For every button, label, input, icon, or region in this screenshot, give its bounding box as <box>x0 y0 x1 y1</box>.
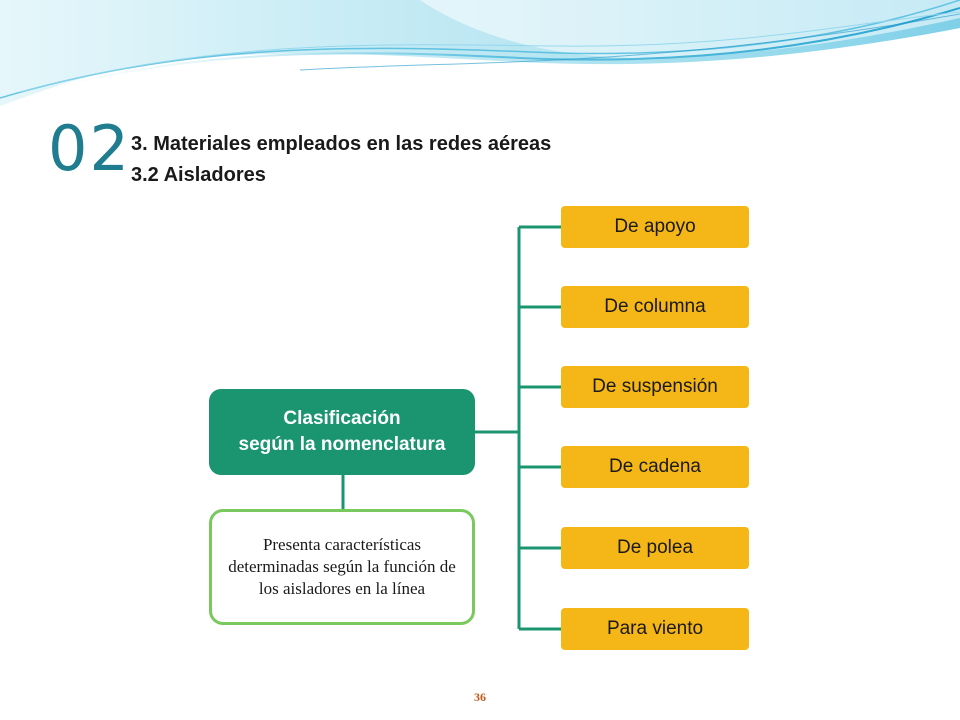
slide-subtitle: 3.2 Aisladores <box>131 164 266 186</box>
section-number: 02 <box>48 112 131 185</box>
leaf-node-de-cadena: De cadena <box>561 446 749 488</box>
description-note-text: Presenta características determinadas según la función de los aisladores en la línea <box>228 534 456 599</box>
leaf-node-de-suspension: De suspensión <box>561 366 749 408</box>
leaf-node-de-apoyo: De apoyo <box>561 206 749 248</box>
page-number: 36 <box>474 690 486 704</box>
slide-title: 3. Materiales empleados en las redes aéreas <box>131 133 552 155</box>
leaf-node-para-viento: Para viento <box>561 608 749 650</box>
root-node-classification <box>209 389 475 475</box>
leaf-node-de-columna: De columna <box>561 286 749 328</box>
leaf-node-de-polea: De polea <box>561 527 749 569</box>
root-node-line-2: según la nomenclatura <box>238 434 446 455</box>
root-node-line-1: Clasificación <box>283 408 401 430</box>
description-note-node <box>209 509 475 625</box>
